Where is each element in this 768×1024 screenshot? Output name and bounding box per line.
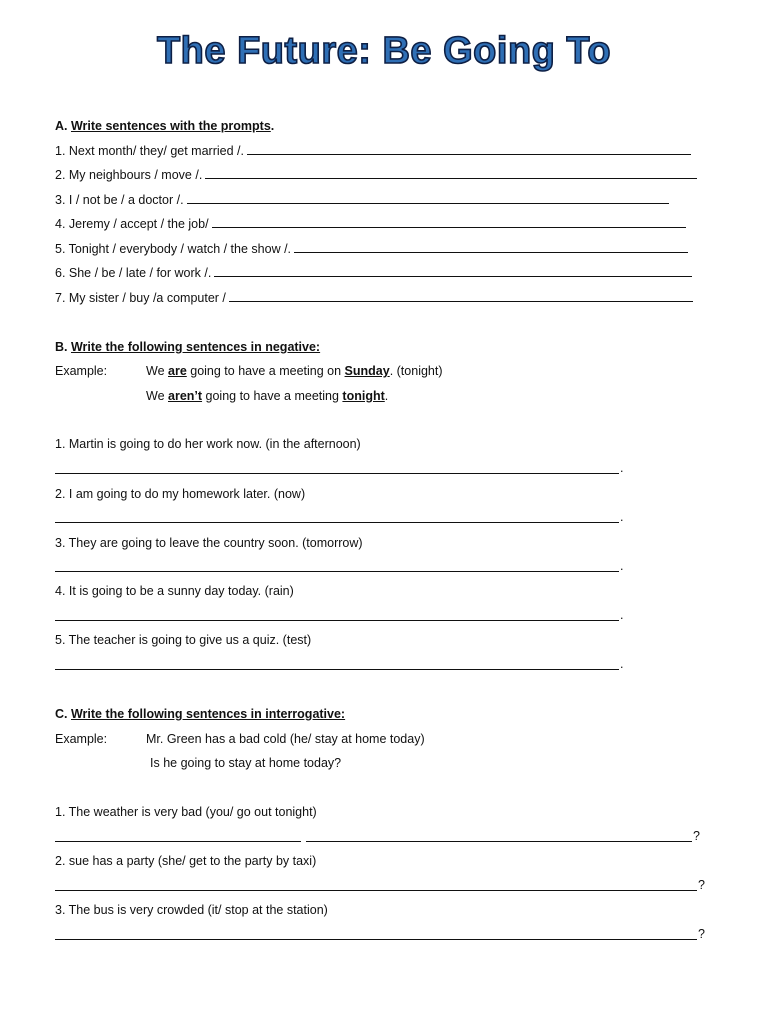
section-b-heading [55, 339, 320, 355]
prompt-text: 6. She / be / late / for work /. [55, 266, 212, 280]
worksheet-title: The Future: Be Going To [156, 30, 612, 72]
end-mark: . [620, 657, 624, 671]
example-verb: are [168, 364, 187, 378]
section-c-item-1: 1. The weather is very bad (you/ go out tonight) [55, 805, 317, 819]
example-verb: aren’t [168, 389, 203, 403]
section-a-item-2 [55, 167, 697, 183]
end-mark: . [620, 461, 624, 475]
answer-line[interactable] [55, 571, 619, 572]
section-c-instruction: Write the following sentences in interrogative: [70, 707, 346, 721]
section-b-instruction: Write the following sentences in negative: [70, 340, 321, 354]
answer-line[interactable] [55, 939, 697, 940]
answer-line[interactable] [55, 473, 619, 474]
prompt-text: 2. My neighbours / move /. [55, 168, 203, 182]
end-mark: ? [698, 927, 705, 941]
prompt-text: 5. Tonight / everybody / watch / the show /. [55, 242, 292, 256]
answer-line[interactable] [306, 841, 692, 842]
end-mark: . [620, 559, 624, 573]
section-a-item-7 [55, 290, 693, 306]
answer-line[interactable] [55, 620, 619, 621]
section-a-item-5 [55, 241, 688, 257]
answer-line[interactable] [55, 669, 619, 670]
section-b-example-label: Example: [55, 364, 108, 378]
section-a-heading: A. Write sentences with the prompts. [55, 119, 275, 133]
section-b-example-2: We aren’t going to have a meeting tonight. [146, 389, 389, 403]
section-b-item-2: 2. I am going to do my homework later. (now) [55, 487, 306, 501]
section-b-item-4: 4. It is going to be a sunny day today. (rain) [55, 584, 294, 598]
section-b-item-5: 5. The teacher is going to give us a quiz. (test) [55, 633, 312, 647]
answer-blank[interactable] [214, 265, 692, 277]
section-a-instruction: Write sentences with the prompts [70, 119, 271, 133]
end-mark: . [620, 608, 624, 622]
answer-line[interactable] [55, 890, 697, 891]
section-b-example-1: We are going to have a meeting on Sunday. (tonight) [146, 364, 443, 378]
section-a-item-1 [55, 143, 691, 159]
answer-blank[interactable] [212, 216, 686, 228]
example-keyword: Sunday [344, 364, 390, 378]
answer-line[interactable] [55, 522, 619, 523]
answer-blank[interactable] [229, 290, 693, 302]
section-c-item-3: 3. The bus is very crowded (it/ stop at the station) [55, 903, 328, 917]
section-c-letter: C. [55, 707, 68, 721]
section-c-item-2: 2. sue has a party (she/ get to the party by taxi) [55, 854, 317, 868]
answer-blank[interactable] [247, 143, 691, 155]
prompt-text: 7. My sister / buy /a computer / [55, 291, 226, 305]
prompt-text: 1. Next month/ they/ get married /. [55, 144, 244, 158]
section-c-example-label: Example: [55, 732, 108, 746]
section-b-letter: B. [55, 340, 68, 354]
prompt-text: 4. Jeremy / accept / the job/ [55, 217, 209, 231]
section-c-heading [55, 706, 345, 722]
answer-blank[interactable] [205, 167, 697, 179]
section-a-item-6 [55, 265, 692, 281]
end-mark: . [620, 510, 624, 524]
answer-blank[interactable] [294, 241, 688, 253]
section-a-letter: A. [55, 119, 68, 133]
end-mark: ? [693, 829, 700, 843]
answer-line[interactable] [55, 841, 301, 842]
section-a-item-4 [55, 216, 686, 232]
section-b-item-3: 3. They are going to leave the country soon. (tomorrow) [55, 536, 363, 550]
section-a-item-3 [55, 192, 669, 208]
section-c-example-1: Mr. Green has a bad cold (he/ stay at home today) [146, 732, 425, 746]
example-keyword: tonight [342, 389, 385, 403]
end-mark: ? [698, 878, 705, 892]
section-b-item-1: 1. Martin is going to do her work now. (in the afternoon) [55, 437, 361, 451]
section-c-example-2: Is he going to stay at home today? [150, 756, 342, 770]
prompt-text: 3. I / not be / a doctor /. [55, 193, 184, 207]
answer-blank[interactable] [187, 192, 669, 204]
